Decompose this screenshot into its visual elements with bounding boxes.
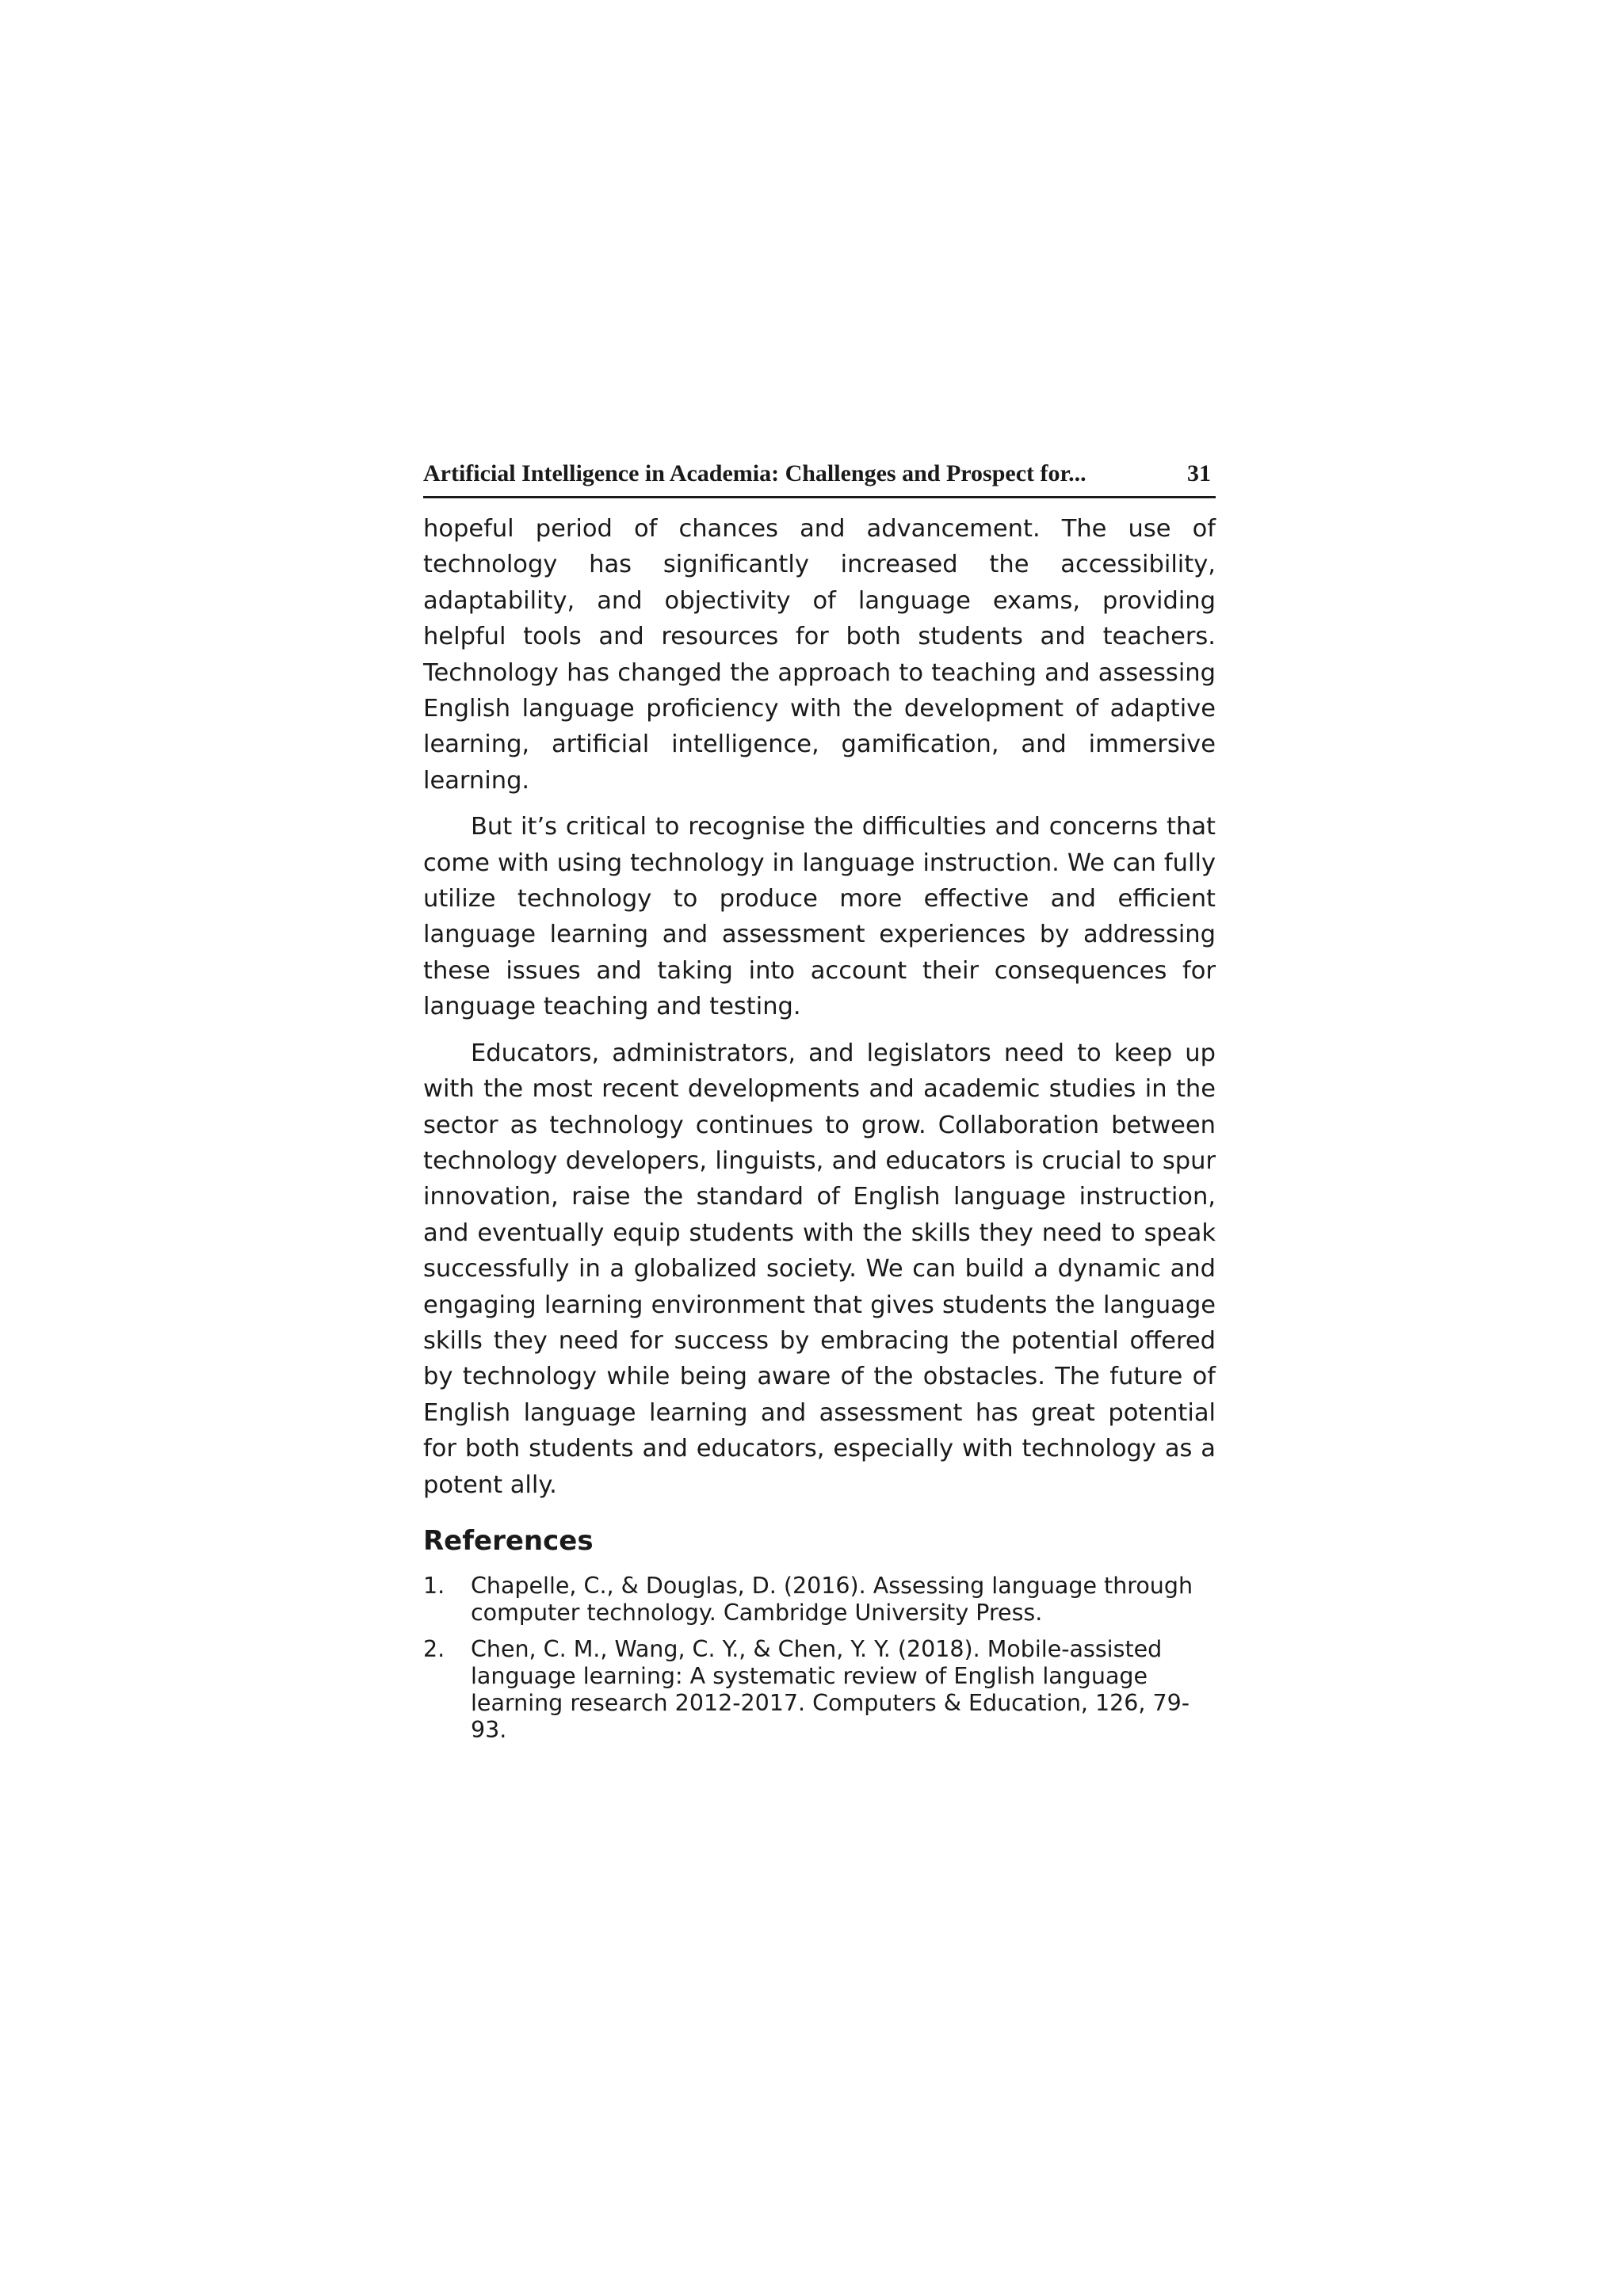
running-header (423, 458, 1216, 498)
reference-text: Chen, C. M., Wang, C. Y., & Chen, Y. Y. (2018). Mobile-assisted language learning: A systematic review of English language learning research 2012-2017. Computers & Education, 126, 79-93. (471, 1635, 1190, 1743)
reference-number: 1. (423, 1572, 445, 1599)
paragraph: But it’s critical to recognise the difficulties and concerns that come with using technology in language instruction. We can fully utilize technology to produce more effective and efficient language learning and assessment experiences by addressing these issues and taking into account their consequences for language teaching and testing. (423, 813, 1216, 1021)
running-title: Artificial Intelligence in Academia: Challenges and Prospect for... (423, 460, 1086, 486)
page-number: 31 (1187, 460, 1211, 486)
reference-text: Chapelle, C., & Douglas, D. (2016). Assessing language through computer technology. Cambridge University Press. (471, 1572, 1193, 1626)
reference-list (423, 1573, 1216, 1744)
references-heading: References (423, 1524, 594, 1557)
reference-item (423, 1573, 1216, 1627)
reference-item (423, 1636, 1216, 1744)
paragraph: Educators, administrators, and legislators need to keep up with the most recent developments and academic studies in the sector as technology continues to grow. Collaboration between technology developers, linguists, and educators is crucial to spur innovation, raise the standard of English language instruction, and eventually equip students with the skills they need to speak successfully in a globalized society. We can build a dynamic and engaging learning environment that gives students the language skills they need for success by embracing the potential offered by technology while being aware of the obstacles. The future of English language learning and assessment has great potential for both students and educators, especially with technology as a potent ally. (423, 1039, 1216, 1499)
paragraph-continued: hopeful period of chances and advancement. The use of technology has significantly increased the accessibility, adaptability, and objectivity of language exams, providing helpful tools and resources for both students and teachers. Technology has changed the approach to teaching and assessing English language proficiency with the development of adaptive learning, artificial intelligence, gamification, and immersive learning. (423, 515, 1216, 795)
body-text (423, 511, 1216, 1503)
reference-number: 2. (423, 1635, 445, 1662)
book-page (423, 458, 1216, 1753)
